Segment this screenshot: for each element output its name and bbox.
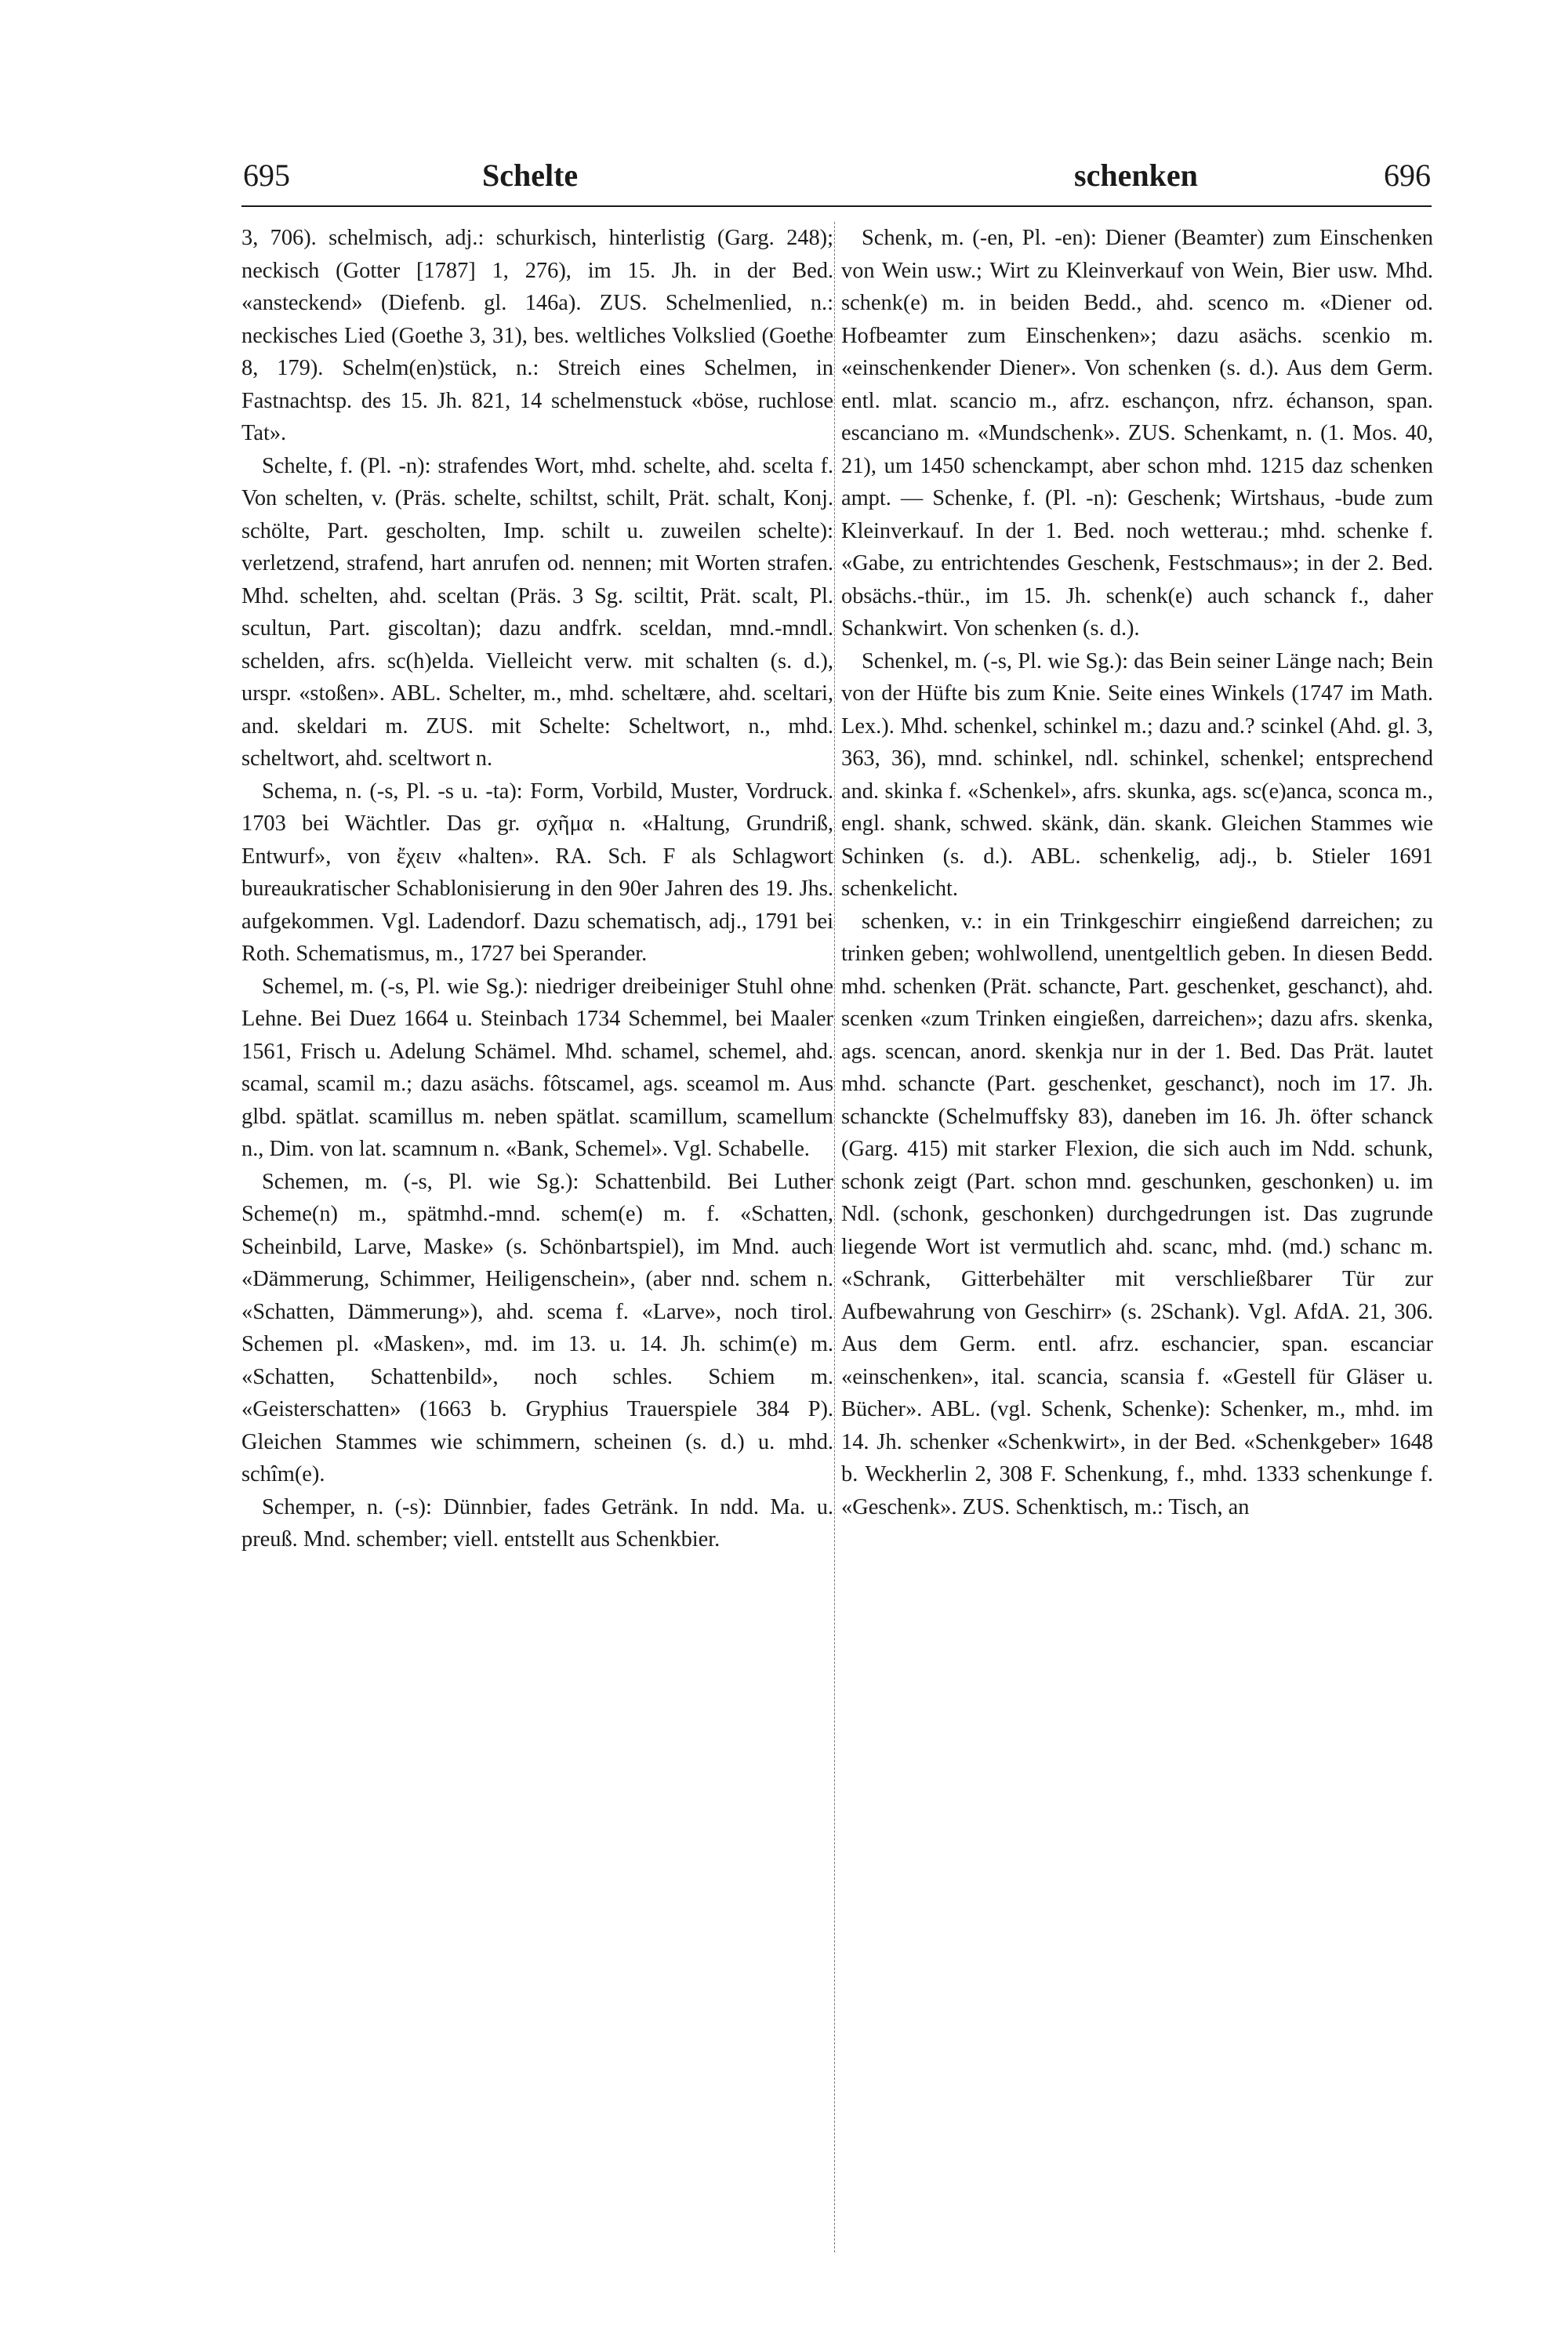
column-left	[241, 222, 833, 1556]
entry-schenken: schenken, v.: in ein Trinkgeschirr eingießend darreichen; zu trinken geben; wohlwollend, unentgeltlich geben. In diesen Bedd. mhd. schenken (Prät. schancte, Part. geschenket, geschanct), ahd. scenken «zum Trinken eingießen, darreichen»; dazu afrs. skenka, ags. scencan, anord. skenkja nur in der 1. Bed. Das Prät. lautet mhd. schancte (Part. geschenket, geschanct), noch im 17. Jh. schanckte (Schelmuffsky 83), daneben im 16. Jh. öfter schanck (Garg. 415) mit starker Flexion, die sich auch im Ndd. schunk, schonk zeigt (Part. schon mnd. geschunken, geschonken) u. im Ndl. (schonk, geschonken) durchgedrungen ist. Das zugrunde liegende Wort ist vermutlich ahd. scanc, mhd. (md.) schanc m. «Schrank, Gitterbehälter mit verschließbarer Tür zur Aufbewahrung von Geschirr» (s. 2Schank). Vgl. AfdA. 21, 306. Aus dem Germ. entl. afrz. eschancier, span. escanciar «einschenken», ital. scancia, scansia f. «Gestell für Gläser u. Bücher». ABL. (vgl. Schenk, Schenke): Schenker, m., mhd. im 14. Jh. schenker «Schenkwirt», in der Bed. «Schenkgeber» 1648 b. Weckherlin 2, 308 F. Schenkung, f., mhd. 1333 schenkunge f. «Geschenk». ZUS. Schenktisch, m.: Tisch, an	[841, 909, 1433, 1519]
entry-schemel: Schemel, m. (-s, Pl. wie Sg.): niedriger dreibeiniger Stuhl ohne Lehne. Bei Duez 1664 u. Steinbach 1734 Schemmel, bei Maaler 1561, Frisch u. Adelung Schämel. Mhd. schamel, schemel, ahd. scamal, scamil m.; dazu asächs. fôtscamel, ags. sceamol m. Aus glbd. spätlat. scamillus m. neben spätlat. scamillum, scamellum n., Dim. von lat. scamnum n. «Bank, Schemel». Vgl. Schabelle.	[241, 974, 833, 1161]
entry-schemen: Schemen, m. (-s, Pl. wie Sg.): Schattenbild. Bei Luther Scheme(n) m., spätmhd.-mnd. schem(e) m. f. «Schatten, Scheinbild, Larve, Maske» (s. Schönbartspiel), im Mnd. auch «Dämmerung, Schimmer, Heiligenschein», (aber nnd. schem n. «Schatten, Dämmerung»), ahd. scema f. «Larve», noch tirol. Schemen pl. «Masken», md. im 13. u. 14. Jh. schim(e) m. «Schatten, Schattenbild», noch schles. Schiem m. «Geisterschatten» (1663 b. Gryphius Trauerspiele 384 P). Gleichen Stammes wie schimmern, scheinen (s. d.) u. mhd. schîm(e).	[241, 1169, 833, 1486]
page-number-left: 695	[243, 158, 290, 193]
entry-schelte: Schelte, f. (Pl. -n): strafendes Wort, mhd. schelte, ahd. scelta f. Von schelten, v. (Präs. schelte, schiltst, schilt, Prät. schalt, Konj. schölte, Part. gescholten, Imp. schilt u. zuweilen schelte): verletzend, strafend, hart anrufen od. nennen; mit Worten strafen. Mhd. schelten, ahd. sceltan (Präs. 3 Sg. sciltit, Prät. scalt, Pl. scultun, Part. giscoltan); dazu andfrk. sceldan, mnd.-mndl. schelden, afrs. sc(h)elda. Vielleicht verw. mit schalten (s. d.), urspr. «stoßen». ABL. Schelter, m., mhd. scheltære, ahd. sceltari, and. skeldari m. ZUS. mit Schelte: Scheltwort, n., mhd. scheltwort, ahd. sceltwort n.	[241, 453, 833, 771]
entry-paragraph: 3, 706). schelmisch, adj.: schurkisch, hinterlistig (Garg. 248); neckisch (Gotter [1787] 1, 276), im 15. Jh. in der Bed. «ansteckend» (Diefenb. gl. 146a). ZUS. Schelmenlied, n.: neckisches Lied (Goethe 3, 31), bes. weltliches Volkslied (Goethe 8, 179). Schelm(en)stück, n.: Streich eines Schelmen, in Fastnachtsp. des 15. Jh. 821, 14 schelmenstuck «böse, ruchlose Tat».	[241, 226, 833, 445]
column-divider	[834, 222, 835, 2252]
column-right	[841, 222, 1433, 1523]
entry-schema: Schema, n. (-s, Pl. -s u. -ta): Form, Vorbild, Muster, Vordruck. 1703 bei Wächtler. Das gr. σχῆμα n. «Haltung, Grundriß, Entwurf», von ἔχειν «halten». RA. Sch. F als Schlagwort bureaukratischer Schablonisierung in den 90er Jahren des 19. Jhs. aufgekommen. Vgl. Ladendorf. Dazu schematisch, adj., 1791 bei Roth. Schematismus, m., 1727 bei Sperander.	[241, 779, 833, 966]
page-header	[243, 157, 1431, 204]
entry-schenkel: Schenkel, m. (-s, Pl. wie Sg.): das Bein seiner Länge nach; Bein von der Hüfte bis zum Knie. Seite eines Winkels (1747 im Math. Lex.). Mhd. schenkel, schinkel m.; dazu and.? scinkel (Ahd. gl. 3, 363, 36), mnd. schinkel, ndl. schinkel, schenkel; entsprechend and. skinka f. «Schenkel», afrs. skunka, ags. sc(e)anca, sconca m., engl. shank, schwed. skänk, dän. skank. Gleichen Stammes wie Schinken (s. d.). ABL. schenkelig, adj., b. Stieler 1691 schenkelicht.	[841, 648, 1433, 901]
entry-schenk: Schenk, m. (-en, Pl. -en): Diener (Beamter) zum Einschenken von Wein usw.; Wirt zu Kleinverkauf von Wein, Bier usw. Mhd. schenk(e) m. in beiden Bedd., ahd. scenco m. «Diener od. Hofbeamter zum Einschenken»; dazu asächs. scenkio m. «einschenkender Diener». Von schenken (s. d.). Aus dem Germ. entl. mlat. scancio m., afrz. eschançon, nfrz. échanson, span. escanciano m. «Mundschenk». ZUS. Schenkamt, n. (1. Mos. 40, 21), um 1450 schenckampt, aber schon mhd. 1215 daz schenken ampt. — Schenke, f. (Pl. -n): Geschenk; Wirtshaus, -bude zum Kleinverkauf. In der 1. Bed. noch wetterau.; mhd. schenke f. «Gabe, zu entrichtendes Geschenk, Festschmaus»; in der 2. Bed. obsächs.-thür., im 15. Jh. schenk(e) auch schanck f., daher Schankwirt. Von schenken (s. d.).	[841, 226, 1433, 641]
running-headword-left: Schelte	[482, 158, 579, 193]
running-headword-right: schenken	[1074, 158, 1198, 193]
header-rule	[241, 205, 1432, 207]
entry-schemper: Schemper, n. (-s): Dünnbier, fades Getränk. In ndd. Ma. u. preuß. Mnd. schember; viell. entstellt aus Schenkbier.	[241, 1494, 833, 1552]
page-number-right: 696	[1384, 158, 1431, 193]
